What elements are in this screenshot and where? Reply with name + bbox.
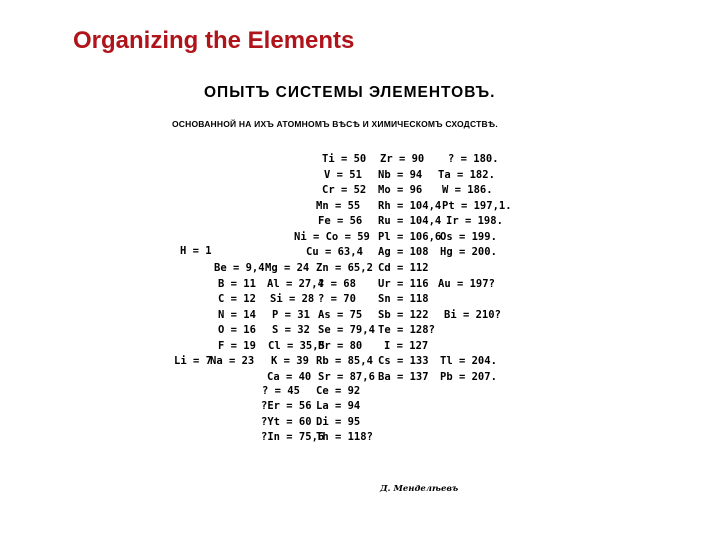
element-cell: ? = 68 xyxy=(318,278,356,290)
element-cell: Be = 9,4 xyxy=(214,262,265,274)
element-cell: Di = 95 xyxy=(316,416,361,428)
element-cell: Cd = 112 xyxy=(378,262,429,274)
element-cell: K = 39 xyxy=(271,355,309,367)
element-cell: Ca = 40 xyxy=(267,371,312,383)
element-cell: Ta = 182. xyxy=(438,169,495,181)
element-cell: W = 186. xyxy=(442,184,493,196)
element-cell: Li = 7 xyxy=(174,355,212,367)
element-cell: Sr = 87,6 xyxy=(318,371,375,383)
element-cell: Al = 27,4 xyxy=(267,278,324,290)
table-subtitle: ОСНОВАННОЙ НА ИХЪ АТОМНОМЪ ВѢСѢ И ХИМИЧЕСКОМЪ СХОДСТВѢ. xyxy=(172,119,498,129)
element-cell: Cs = 133 xyxy=(378,355,429,367)
element-cell: Na = 23 xyxy=(210,355,255,367)
element-cell: Pt = 197,1. xyxy=(442,200,512,212)
element-cell: Hg = 200. xyxy=(440,246,497,258)
element-cell: ?Er = 56 xyxy=(261,400,312,412)
element-cell: C = 12 xyxy=(218,293,256,305)
element-cell: O = 16 xyxy=(218,324,256,336)
signature: Д. Менделѣевъ xyxy=(380,484,459,494)
element-cell: Pb = 207. xyxy=(440,371,497,383)
element-cell: La = 94 xyxy=(316,400,361,412)
element-cell: Sn = 118 xyxy=(378,293,429,305)
element-cell: Ag = 108 xyxy=(378,246,429,258)
element-cell: Nb = 94 xyxy=(378,169,423,181)
element-cell: Au = 197? xyxy=(438,278,495,290)
element-cell: Te = 128? xyxy=(378,324,435,336)
element-cell: Mg = 24 xyxy=(265,262,310,274)
element-cell: Ru = 104,4 xyxy=(378,215,442,227)
element-cell: Cr = 52 xyxy=(322,184,367,196)
element-cell: N = 14 xyxy=(218,309,256,321)
element-cell: Fe = 56 xyxy=(318,215,363,227)
element-cell: S = 32 xyxy=(272,324,310,336)
element-cell: ?Yt = 60 xyxy=(261,416,312,428)
element-cell: Th = 118? xyxy=(316,431,373,443)
element-cell: Pl = 106,6 xyxy=(378,231,442,243)
element-cell: Zn = 65,2 xyxy=(316,262,373,274)
element-cell: As = 75 xyxy=(318,309,363,321)
element-cell: Si = 28 xyxy=(270,293,315,305)
element-cell: Bi = 210? xyxy=(444,309,501,321)
element-cell: P = 31 xyxy=(272,309,310,321)
element-cell: Ba = 137 xyxy=(378,371,429,383)
element-cell: I = 127 xyxy=(384,340,429,352)
element-cell: ? = 45 xyxy=(262,385,300,397)
element-cell: B = 11 xyxy=(218,278,256,290)
element-cell: Ni = Co = 59 xyxy=(294,231,370,243)
element-cell: Zr = 90 xyxy=(380,153,425,165)
element-cell: ?In = 75,6 xyxy=(261,431,325,443)
element-cell: Rh = 104,4 xyxy=(378,200,442,212)
element-cell: Br = 80 xyxy=(318,340,363,352)
element-cell: Cl = 35,5 xyxy=(268,340,325,352)
element-cell: Rb = 85,4 xyxy=(316,355,373,367)
element-cell: Se = 79,4 xyxy=(318,324,375,336)
element-cell: Mn = 55 xyxy=(316,200,361,212)
element-cell: Ir = 198. xyxy=(446,215,503,227)
element-cell: Ur = 116 xyxy=(378,278,429,290)
element-cell: Os = 199. xyxy=(440,231,497,243)
element-cell: Ce = 92 xyxy=(316,385,361,397)
slide-title: Organizing the Elements xyxy=(73,27,355,54)
element-cell: H = 1 xyxy=(180,245,212,257)
element-cell: Mo = 96 xyxy=(378,184,423,196)
element-cell: ? = 180. xyxy=(448,153,499,165)
element-cell: ? = 70 xyxy=(318,293,356,305)
element-cell: Tl = 204. xyxy=(440,355,497,367)
element-cell: F = 19 xyxy=(218,340,256,352)
table-title: ОПЫТЪ СИСТЕМЫ ЭЛЕМЕНТОВЪ. xyxy=(204,84,496,101)
element-cell: Ti = 50 xyxy=(322,153,367,165)
element-cell: Cu = 63,4 xyxy=(306,246,363,258)
element-cell: V = 51 xyxy=(324,169,362,181)
element-cell: Sb = 122 xyxy=(378,309,429,321)
